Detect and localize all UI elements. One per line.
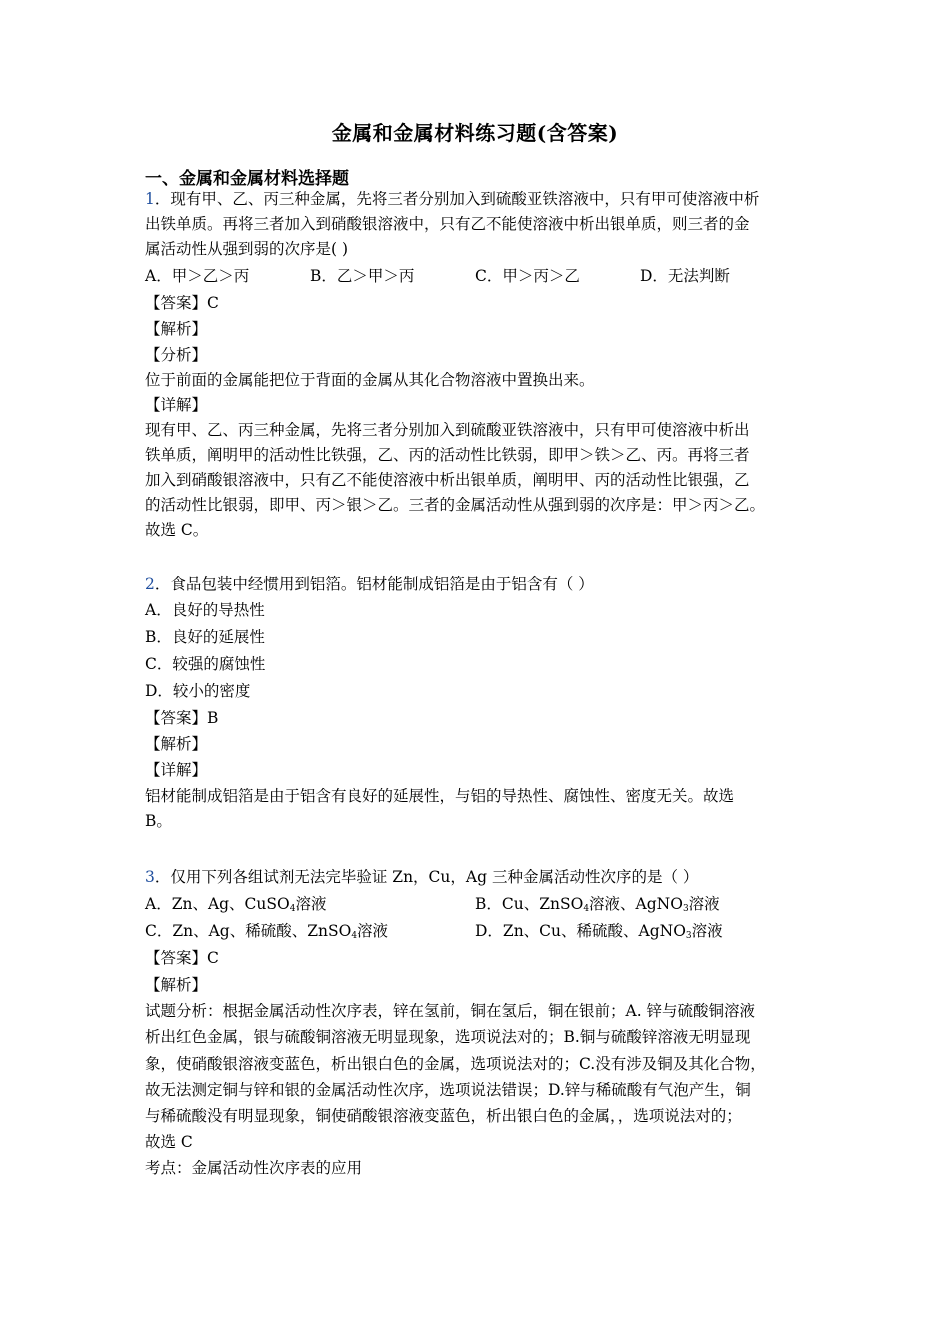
q1-stem-line-2: 出铁单质。再将三者加入到硝酸银溶液中，只有乙不能使溶液中析出银单质，则三者的金 [145,215,750,233]
q3-stem: 3．仅用下列各组试剂无法完毕验证 Zn，Cu，Ag 三种金属活动性次序的是（ ） [145,868,699,886]
q2-number: 2 [145,575,155,593]
q2-stem: 2．食品包装中经惯用到铝箔。铝材能制成铝箔是由于铝含有（ ） [145,575,594,593]
q3-kaodian: 考点：金属活动性次序表的应用 [145,1159,363,1177]
q3-detail-line-2: 析出红色金属，银与硫酸铜溶液无明显现象，选项说法对的；B.铜与硫酸锌溶液无明显现 [145,1028,751,1046]
q2-jiexi-label: 【解析】 [145,735,208,753]
q1-number: 1 [145,190,155,208]
q2-option-b: B．良好的延展性 [145,628,265,646]
q1-option-b: B．乙＞甲＞丙 [310,267,415,285]
q2-option-d: D．较小的密度 [145,682,251,700]
q1-option-c: C．甲＞丙＞乙 [475,267,580,285]
q2-option-a: A．良好的导热性 [145,601,265,619]
q2-detail-line-2: B。 [145,812,172,830]
q1-detail-line-5: 故选 C。 [145,521,209,539]
q1-stem-line-1: 1．现有甲、乙、丙三种金属，先将三者分别加入到硫酸亚铁溶液中，只有甲可使溶液中析 [145,190,760,208]
q1-answer: 【答案】C [145,294,219,312]
document-title: 金属和金属材料练习题(含答案) [331,121,619,145]
q2-detail-line-1: 铝材能制成铝箔是由于铝含有良好的延展性，与铝的导热性、腐蚀性、密度无关。故选 [145,787,735,805]
q3-option-b: B．Cu、ZnSO$_4$溶液、AgNO$_3$溶液 [475,895,720,914]
q1-option-d: D．无法判断 [640,267,730,285]
q1-xiangjie-label: 【详解】 [145,396,208,414]
q2-option-c: C．较强的腐蚀性 [145,655,266,673]
q1-stem-line-3: 属活动性从强到弱的次序是( ) [145,240,349,258]
q1-option-a: A．甲＞乙＞丙 [145,267,250,285]
q2-xiangjie-label: 【详解】 [145,761,208,779]
q3-number: 3 [145,868,155,886]
q1-jiexi-label: 【解析】 [145,320,208,338]
q3-detail-line-3: 象，使硝酸银溶液变蓝色，析出银白色的金属，选项说法对的；C.没有涉及铜及其化合物， [145,1055,766,1073]
q3-detail-line-6: 故选 C [145,1133,193,1151]
q1-detail-line-3: 加入到硝酸银溶液中，只有乙不能使溶液中析出银单质，阐明甲、丙的活动性比银强，乙 [145,471,750,489]
q3-jiexi-label: 【解析】 [145,976,208,994]
q3-option-a: A．Zn、Ag、CuSO$_4$溶液 [145,895,327,914]
q1-detail-line-2: 铁单质，阐明甲的活动性比铁强，乙、丙的活动性比铁弱，即甲＞铁＞乙、丙。再将三者 [145,446,750,464]
q3-detail-line-4: 故无法测定铜与锌和银的金属活动性次序，选项说法错误；D.锌与稀硫酸有气泡产生，铜 [145,1081,751,1099]
q3-detail-line-5: 与稀硫酸没有明显现象，铜使硝酸银溶液变蓝色，析出银白色的金属，，选项说法对的； [145,1107,742,1125]
q3-answer: 【答案】C [145,949,219,967]
q1-detail-line-1: 现有甲、乙、丙三种金属，先将三者分别加入到硫酸亚铁溶液中，只有甲可使溶液中析出 [145,421,750,439]
q3-detail-line-1: 试题分析：根据金属活动性次序表，锌在氢前，铜在氢后，铜在银前；A. 锌与硫酸铜溶液 [145,1002,756,1020]
q3-option-c: C．Zn、Ag、稀硫酸、ZnSO$_4$溶液 [145,922,389,941]
q1-fenxi-label: 【分析】 [145,346,208,364]
q1-detail-line-4: 的活动性比银弱，即甲、丙＞银＞乙。三者的金属活动性从强到弱的次序是：甲＞丙＞乙。 [145,496,766,514]
section-heading: 一、金属和金属材料选择题 [145,169,349,189]
q2-answer: 【答案】B [145,709,219,727]
q1-fenxi-text: 位于前面的金属能把位于背面的金属从其化合物溶液中置换出来。 [145,371,595,389]
q3-option-d: D．Zn、Cu、稀硫酸、AgNO$_3$溶液 [475,922,723,941]
